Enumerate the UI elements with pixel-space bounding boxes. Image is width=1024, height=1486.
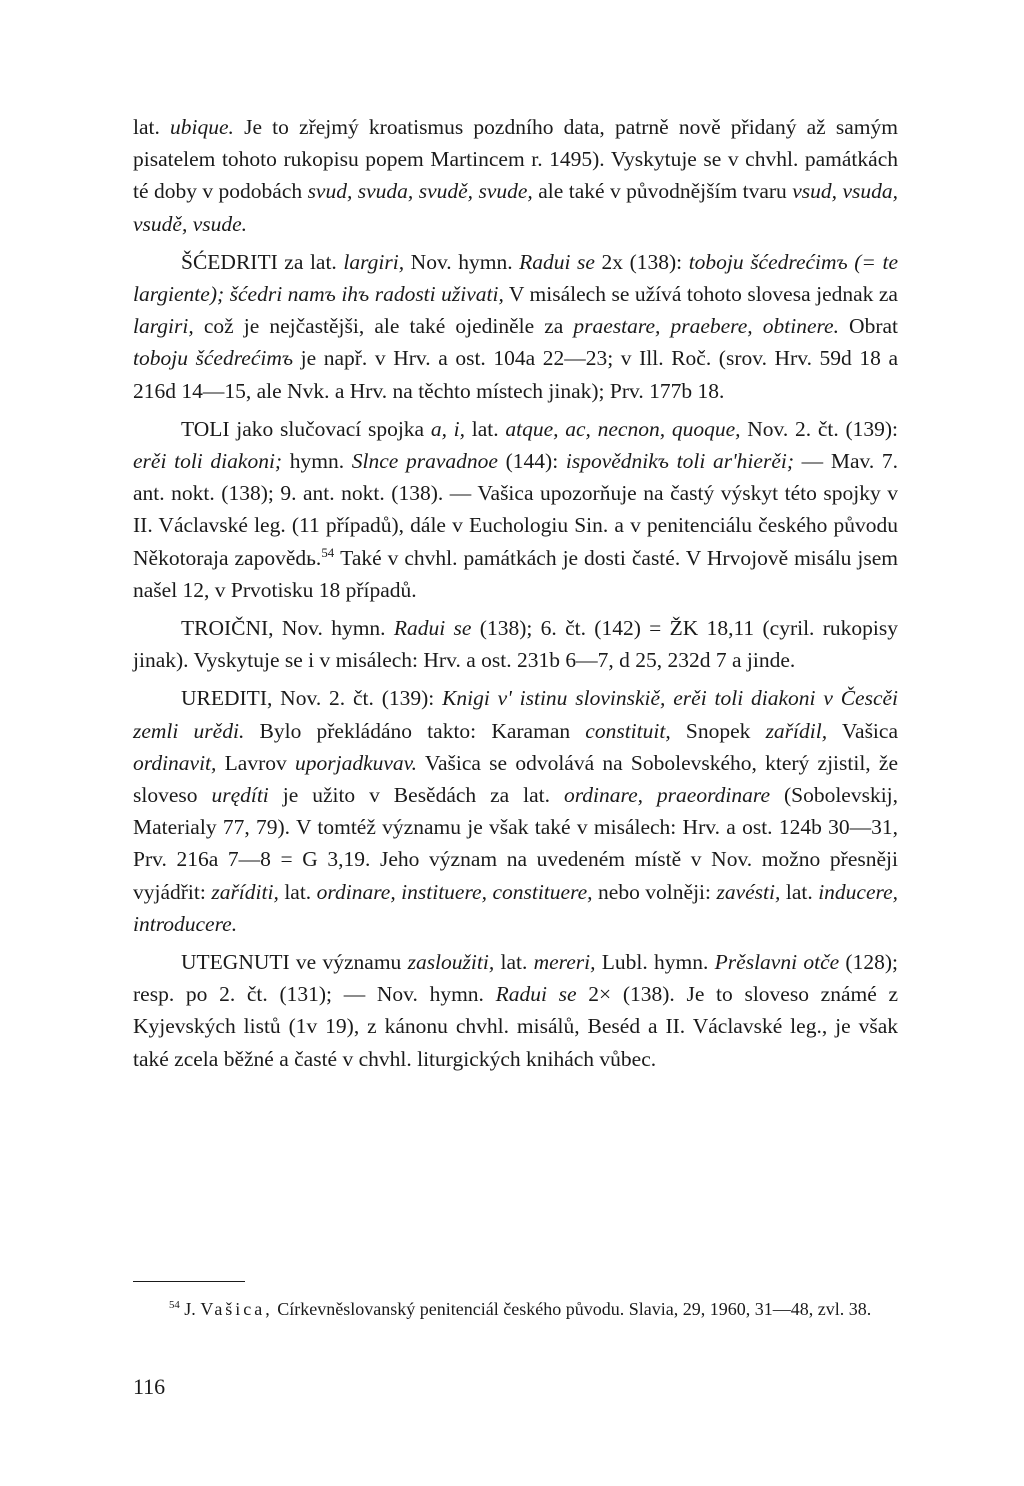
- footnotes: [133, 1297, 898, 1321]
- text-segment: (Sobolevskij, Materialy 77, 79). V tomtéž významu je však také v misálech: Hrv. a ost. 124b 30—31, Prv. 216a 7—8 = G 3,19. Jeho význam na uvedeném místě v Nov. možno přesněji vyjádřit:: [133, 783, 899, 904]
- italic-text: ispovědnikъ toli ar'hierěi;: [565, 449, 794, 474]
- footnote-text: Církevněslovanský penitenciál českého původu. Slavia, 29, 1960, 31—48, zvl. 38.: [272, 1299, 872, 1319]
- italic-text: Knigi v' istinu slovinskiě, erěi toli diakoni v Čescěi zemli urědi.: [133, 686, 898, 743]
- italic-text: Radui se: [495, 982, 577, 1007]
- italic-text: Radui se: [519, 249, 595, 274]
- text-segment: Lubl. hymn.: [595, 950, 715, 975]
- italic-text: atque, ac, necnon, quoque,: [505, 416, 741, 441]
- text-segment: Nov. 2. čt. (139):: [740, 416, 898, 441]
- text-segment: nebo volněji:: [592, 879, 717, 904]
- text-segment: TROIČNI, Nov. hymn.: [181, 616, 394, 641]
- italic-text: svud, svuda, svudě, svude,: [307, 179, 533, 204]
- footnote-separator: [133, 1281, 245, 1282]
- italic-text: inducere, introducere.: [133, 879, 898, 936]
- text-segment: lat.: [133, 115, 171, 139]
- footnote-author-initial: J.: [184, 1299, 196, 1319]
- italic-text: ordinare, praeordinare: [563, 783, 771, 808]
- text-segment: lat.: [494, 950, 534, 975]
- text-segment: V misálech se užívá tohoto slovesa jednak za: [503, 282, 898, 307]
- text-segment: Nov. hymn.: [404, 249, 520, 274]
- footnote-marker: 54: [169, 1299, 180, 1311]
- italic-text: erěi toli diakoni;: [133, 449, 283, 474]
- italic-text: constituit,: [585, 718, 671, 743]
- italic-text: praestare, praebere, obtinere.: [573, 314, 839, 339]
- italic-text: Prěslavni otče: [714, 950, 840, 975]
- italic-text: a, i,: [430, 416, 466, 441]
- italic-text: largiri,: [343, 249, 405, 274]
- text-segment: Lavrov: [216, 750, 295, 775]
- text-segment: lat.: [465, 416, 506, 441]
- text-segment: (144):: [497, 449, 566, 474]
- italic-text: Slnce pravadnoe: [351, 449, 498, 474]
- text-segment: ŠĆEDRITI za lat.: [181, 249, 344, 274]
- text-segment: Obrat: [838, 314, 899, 339]
- footnote-author-surname: Vašica,: [200, 1299, 273, 1319]
- italic-text: Radui se: [393, 616, 472, 641]
- paragraph-toli: [133, 413, 898, 606]
- italic-text: zasloužiti,: [407, 950, 495, 975]
- text-segment: 2x (138):: [594, 249, 689, 274]
- paragraph-scedriti: [133, 246, 898, 407]
- text-segment: TOLI jako slučovací spojka: [181, 416, 431, 441]
- text-segment: ale také v původnějším tvaru: [532, 179, 793, 204]
- text-segment: je např. v Hrv. a ost. 104a 22—23; v Ill. Roč. (srov. Hrv. 59d 18 a 216d 14—15, ale Nvk. a Hrv. na těchto místech jinak); Prv. 177b 18.: [133, 346, 898, 403]
- footnote-reference: 54: [321, 545, 335, 560]
- text-segment: Je to zřejmý kroatismus pozdního data, patrně nově přidaný až samým pisatelem tohoto rukopisu popem Martincem r. 1495). Vyskytuje se v chvhl. památkách té doby v podobách: [133, 115, 898, 204]
- italic-text: ordinare, instituere, constituere,: [316, 879, 593, 904]
- italic-text: ordinavit,: [133, 750, 217, 775]
- footnote-54: [133, 1297, 898, 1321]
- text-segment: (138); 6. čt. (142) = ŽK 18,11 (cyril. rukopisy jinak). Vyskytuje se i v misálech: Hrv. a ost. 231b 6—7, d 25, 232d 7 a jinde.: [133, 616, 898, 673]
- italic-text: toboju šćedrećimъ (= te largiente); šćedri namъ ihъ radosti uživati,: [133, 249, 899, 307]
- text-segment: Také v chvhl. památkách je dosti časté. V Hrvojově misálu jsem našel 12, v Prvotisku 18 případů.: [133, 545, 898, 602]
- text-segment: což je nejčastějši, ale také ojediněle za: [193, 314, 574, 339]
- text-segment: Bylo překládáno takto: Karaman: [244, 718, 586, 743]
- text-segment: (128); resp. po 2. čt. (131); — Nov. hymn.: [133, 950, 898, 1007]
- italic-text: zavésti,: [716, 879, 781, 904]
- paragraph-urediti: [133, 682, 898, 940]
- paragraph-ubique: [133, 111, 898, 240]
- italic-text: toboju šćedrećimъ: [133, 346, 294, 371]
- body-text: [133, 111, 898, 1075]
- text-segment: 2× (138). Je to sloveso známé z Kyjevských listů (1v 19), z kánonu chvhl. misálů, Beséd a II. Václavské leg., je však také zcela běžné a časté v chvhl. liturgických knihách vůbec.: [133, 982, 898, 1071]
- text-segment: Vašica: [827, 718, 898, 743]
- italic-text: urędíti: [211, 783, 269, 808]
- italic-text: uporjadkuvav.: [294, 750, 417, 775]
- text-segment: lat.: [780, 879, 819, 904]
- paragraph-utegnuti: [133, 946, 898, 1075]
- italic-text: ubique.: [170, 115, 234, 139]
- italic-text: mereri,: [533, 950, 596, 975]
- text-segment: je užito v Besědách za lat.: [268, 783, 564, 808]
- text-segment: UTEGNUTI ve významu: [181, 950, 408, 975]
- text-segment: hymn.: [282, 449, 352, 474]
- paragraph-troicni: [133, 612, 898, 676]
- page-number: 116: [133, 1374, 166, 1399]
- italic-text: zařídil,: [765, 718, 828, 743]
- italic-text: zaříditi,: [211, 879, 279, 904]
- italic-text: largiri,: [133, 314, 194, 339]
- text-segment: Snopek: [670, 718, 766, 743]
- text-segment: Vašica se odvolává na Sobolevského, který zjistil, že sloveso: [133, 750, 899, 808]
- text-segment: — Mav. 7. ant. nokt. (138); 9. ant. nokt. (138). — Vašica upozorňuje na častý výskyt této spojky v II. Václavské leg. (11 případů), dále v Euchologiu Sin. a v penitenciálu českého původu Někotoraja zapovědь.: [133, 449, 899, 570]
- text-segment: UREDITI, Nov. 2. čt. (139):: [181, 686, 443, 711]
- italic-text: vsud, vsuda, vsudě, vsude.: [133, 179, 898, 236]
- text-segment: lat.: [278, 879, 317, 904]
